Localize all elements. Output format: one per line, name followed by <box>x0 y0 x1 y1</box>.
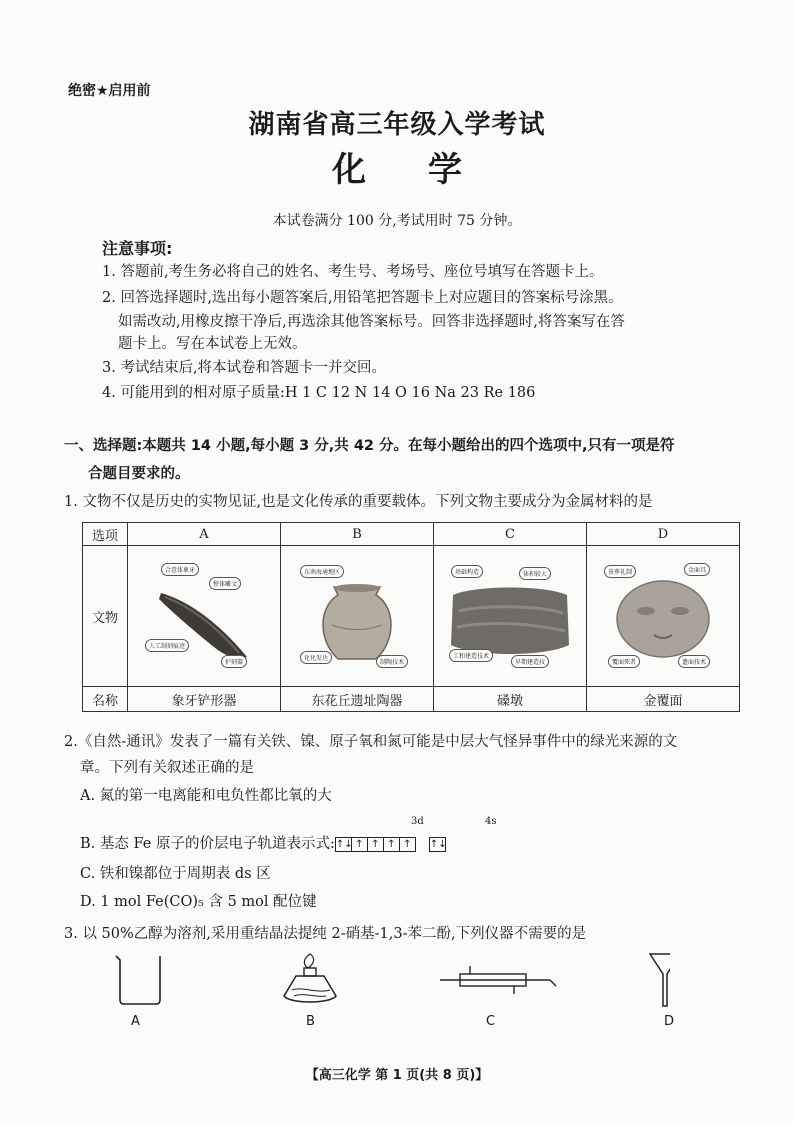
relic-bubble: 工和建造技术 <box>449 649 493 662</box>
orbital-4s-label: 4s <box>485 816 497 827</box>
score-time-note: 本试卷满分 100 分,考试用时 75 分钟。 <box>272 213 522 229</box>
page-footer: 【高三化学 第 1 页(共 8 页)】 <box>305 1068 489 1083</box>
row-label-option: 选项 <box>83 523 128 546</box>
relic-bubble: 遗面技术 <box>678 655 710 668</box>
notice-line: 4. 可能用到的相对原子质量:H 1 C 12 N 14 O 16 Na 23 Re 186 <box>102 385 536 401</box>
relic-name-a: 象牙铲形器 <box>128 687 281 712</box>
orbital-4s-boxes <box>429 834 445 854</box>
relic-name-c: 磉墩 <box>434 687 587 712</box>
section-title-cont: 合题目要求的。 <box>88 466 190 482</box>
relic-bubble: 体积较大 <box>519 567 551 580</box>
orbital-box: ↑ <box>383 837 400 852</box>
apparatus-label-a: A <box>131 1014 140 1029</box>
relic-bubble: 覆面死者 <box>608 655 640 668</box>
q2-option-c: C. 铁和镍都位于周期表 ds 区 <box>80 866 271 882</box>
notice-line: 如需改动,用橡皮擦干净后,再选涂其他答案标号。回答非选择题时,将答案写在答 <box>118 314 625 330</box>
apparatus-label-d: D <box>664 1014 675 1029</box>
relic-name-d: 金覆面 <box>587 687 740 712</box>
relic-bubble: 护刻器 <box>221 655 247 668</box>
orbital-box: ↑↓ <box>335 838 353 850</box>
relic-bubble: 金面具 <box>684 563 710 576</box>
relic-bubble: 基础构造 <box>451 565 483 578</box>
q2-stem: 2.《自然-通讯》发表了一篇有关铁、镍、原子氧和氮可能是中层大气怪异事件中的绿光来源的文 <box>64 734 678 750</box>
option-header-a: A <box>128 523 281 546</box>
option-header-c: C <box>434 523 587 546</box>
relic-image-c <box>434 546 587 687</box>
relic-bubble: 人工制刻痕迹 <box>145 639 189 652</box>
q2-stem-cont: 章。下列有关叙述正确的是 <box>80 760 254 776</box>
relic-image-d <box>587 546 740 687</box>
relic-bubble: 早期建造技 <box>511 655 549 668</box>
notice-line: 1. 答题前,考生务必将自己的姓名、考生号、考场号、座位号填写在答题卡上。 <box>102 264 604 280</box>
funnel-icon <box>650 954 670 1006</box>
relic-image-a <box>128 546 281 687</box>
relic-bubble: 丧葬礼制 <box>604 565 636 578</box>
q2-option-a: A. 氮的第一电离能和电负性都比氧的大 <box>80 788 332 804</box>
relic-bubble: 整体雕文 <box>209 577 241 590</box>
notice-line: 2. 回答选择题时,选出每小题答案后,用铅笔把答题卡上对应题目的答案标号涂黑。 <box>102 290 623 306</box>
confidential-label: 绝密★启用前 <box>68 83 151 99</box>
notice-heading: 注意事项: <box>102 239 173 258</box>
row-label-relic: 文物 <box>83 546 128 687</box>
q1-stem: 1. 文物不仅是历史的实物见证,也是文化传承的重要载体。下列文物主要成分为金属材料的是 <box>64 494 653 510</box>
apparatus-label-b: B <box>306 1014 315 1029</box>
q2-option-b <box>80 834 445 854</box>
orbital-box: ↑ <box>399 837 416 852</box>
ivory-spade-image <box>139 561 269 671</box>
orbital-box: ↑ <box>351 837 368 852</box>
section-title: 一、选择题:本题共 14 小题,每小题 3 分,共 42 分。在每小题给出的四个选项中,只有一项是符 <box>64 438 675 454</box>
orbital-box: ↑ <box>367 837 384 852</box>
orbital-3d-label: 3d <box>411 816 424 827</box>
exam-title: 湖南省高三年级入学考试 <box>248 110 546 140</box>
relic-image-b <box>281 546 434 687</box>
orbital-box: ↑↓ <box>429 838 447 850</box>
q2-option-d: D. 1 mol Fe(CO)₅ 含 5 mol 配位键 <box>80 894 317 910</box>
q3-stem: 3. 以 50%乙醇为溶剂,采用重结晶法提纯 2-硝基-1,3-苯二酚,下列仪器不需要的是 <box>64 926 587 942</box>
notice-line: 3. 考试结束后,将本试卷和答题卡一并交回。 <box>102 360 387 376</box>
relic-table <box>82 522 740 712</box>
relic-bubble: 化化发达 <box>300 651 332 664</box>
apparatus-row <box>110 950 670 1012</box>
orbital-3d-boxes <box>335 834 415 854</box>
option-header-b: B <box>281 523 434 546</box>
apparatus-label-c: C <box>486 1014 496 1029</box>
relic-bubble: 制陶技术 <box>376 655 408 668</box>
relic-bubble: 东南海通地区 <box>300 565 344 578</box>
relic-name-b: 东花丘遗址陶器 <box>281 687 434 712</box>
alcohol-lamp-icon <box>284 954 336 1002</box>
notice-line: 题卡上。写在本试卷上无效。 <box>118 336 307 352</box>
relic-bubble: 合意体象牙 <box>161 563 199 576</box>
option-header-d: D <box>587 523 740 546</box>
beaker-icon <box>116 956 160 1004</box>
subject-title: 化学 <box>332 150 524 190</box>
row-label-name: 名称 <box>83 687 128 712</box>
condenser-icon <box>440 966 556 994</box>
q2-option-b-text: B. 基态 Fe 原子的价层电子轨道表示式: <box>80 836 335 852</box>
